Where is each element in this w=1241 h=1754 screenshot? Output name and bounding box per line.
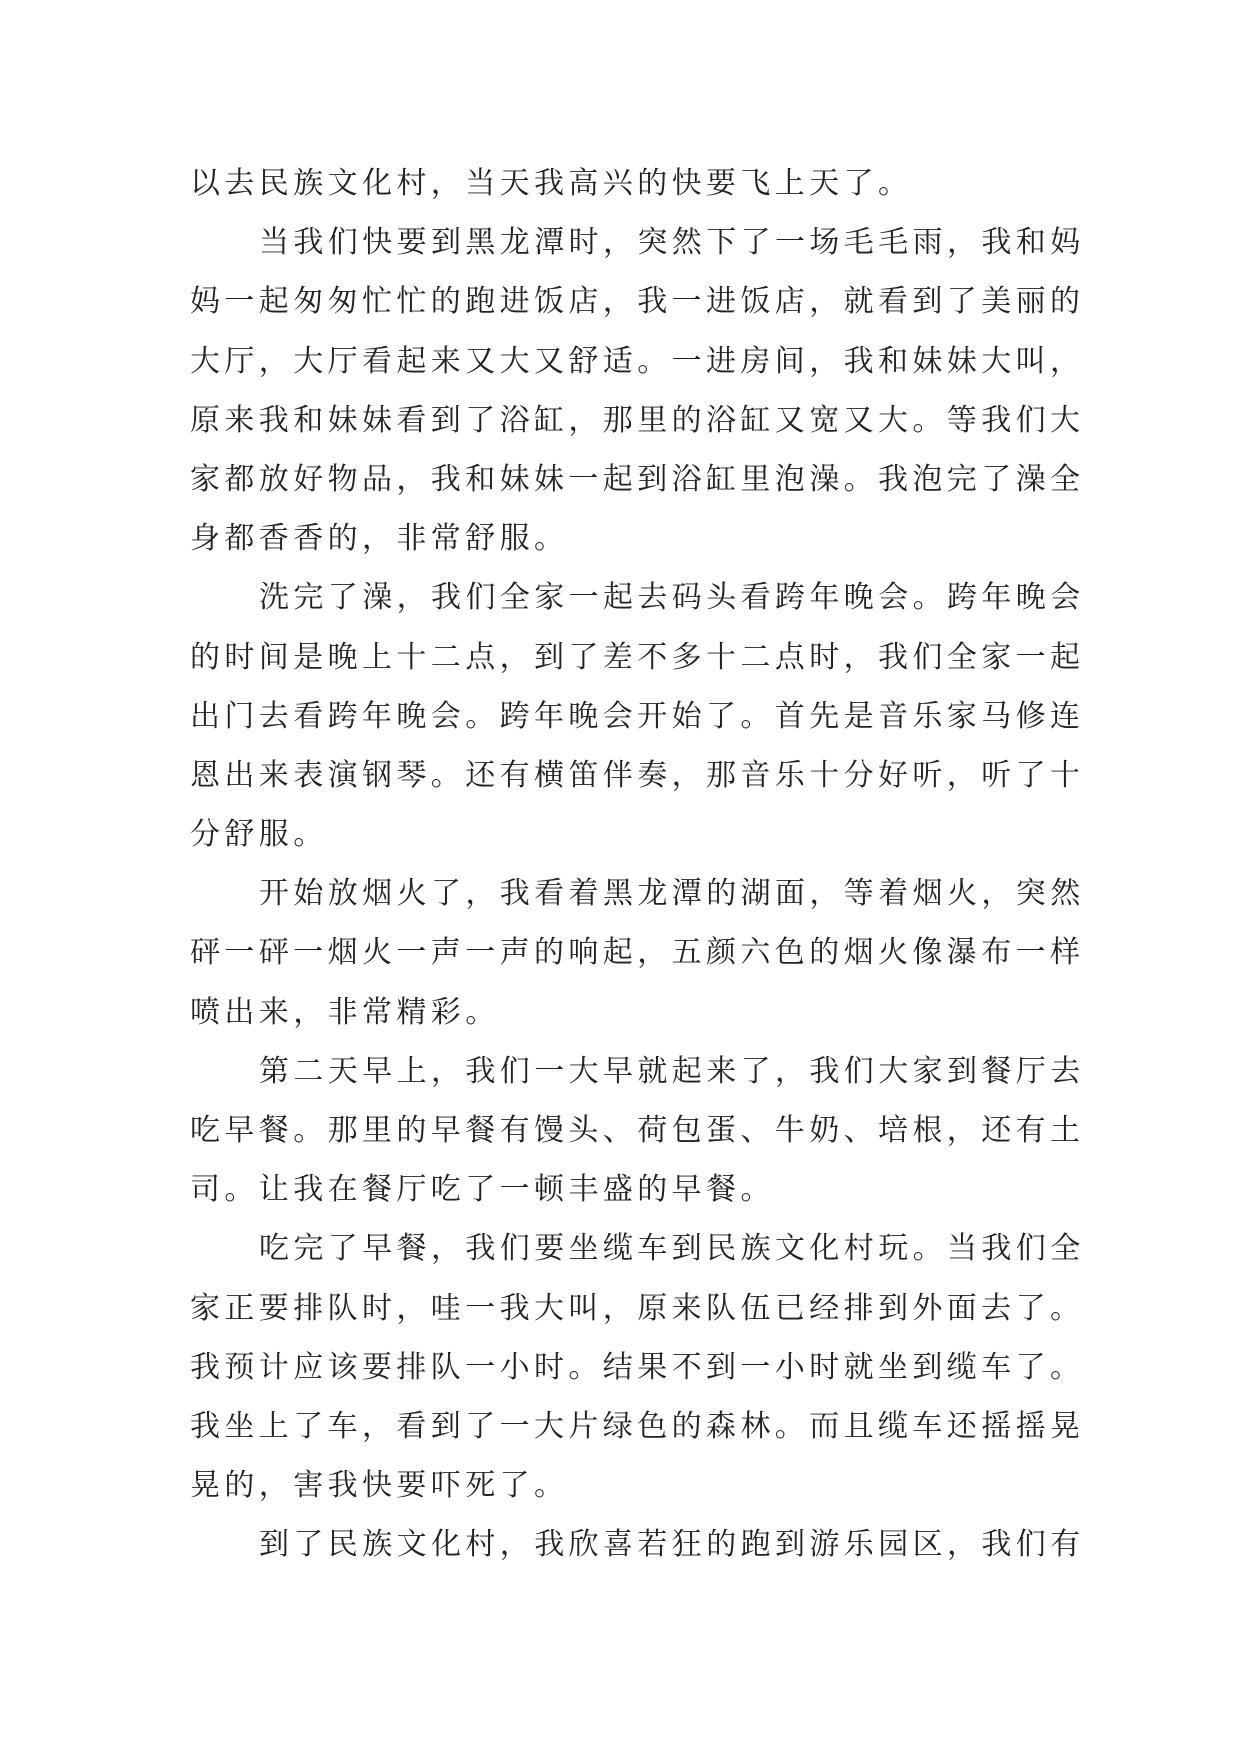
- text-line: 分舒服。: [190, 817, 328, 853]
- text-line: 出门去看跨年晚会。跨年晚会开始了。首先是音乐家马修连: [190, 698, 1085, 734]
- text-line: 大厅，大厅看起来又大又舒适。一进房间，我和妹妹大叫，: [190, 343, 1085, 379]
- text-line: 喷出来，非常精彩。: [190, 994, 500, 1030]
- text-line: 砰一砰一烟火一声一声的响起，五颜六色的烟火像瀑布一样: [190, 935, 1085, 971]
- text-line: 恩出来表演钢琴。还有横笛伴奏，那音乐十分好听，听了十: [190, 757, 1085, 793]
- text-line: 吃早餐。那里的早餐有馒头、荷包蛋、牛奶、培根，还有土: [190, 1113, 1085, 1148]
- text-line: 身都香香的，非常舒服。: [190, 521, 569, 557]
- text-line: 以去民族文化村，当天我高兴的快要飞上天了。: [190, 166, 913, 201]
- text-line: 晃的，害我快要吓死了。: [190, 1468, 569, 1504]
- text-line: 到了民族文化村，我欣喜若狂的跑到游乐园区，我们有: [259, 1527, 1085, 1563]
- text-line: 我预计应该要排队一小时。结果不到一小时就坐到缆车了。: [190, 1349, 1085, 1385]
- text-line: 吃完了早餐，我们要坐缆车到民族文化村玩。当我们全: [259, 1231, 1085, 1267]
- text-line: 妈一起匆匆忙忙的跑进饭店，我一进饭店，就看到了美丽的: [190, 284, 1085, 320]
- text-line: 家正要排队时，哇一我大叫，原来队伍已经排到外面去了。: [190, 1290, 1085, 1326]
- text-line: 的时间是晚上十二点，到了差不多十二点时，我们全家一起: [190, 639, 1085, 675]
- text-line: 原来我和妹妹看到了浴缸，那里的浴缸又宽又大。等我们大: [190, 402, 1085, 438]
- text-line: 司。让我在餐厅吃了一顿丰盛的早餐。: [190, 1172, 775, 1208]
- text-line: 洗完了澡，我们全家一起去码头看跨年晚会。跨年晚会: [259, 580, 1085, 616]
- text-line: 当我们快要到黑龙潭时，突然下了一场毛毛雨，我和妈: [259, 225, 1085, 261]
- text-line: 开始放烟火了，我看着黑龙潭的湖面，等着烟火，突然: [259, 876, 1085, 912]
- text-line: 第二天早上，我们一大早就起来了，我们大家到餐厅去: [259, 1053, 1085, 1089]
- document-text: [190, 154, 1085, 1575]
- text-line: 我坐上了车，看到了一大片绿色的森林。而且缆车还摇摇晃: [190, 1408, 1085, 1444]
- text-line: 家都放好物品，我和妹妹一起到浴缸里泡澡。我泡完了澡全: [190, 461, 1085, 497]
